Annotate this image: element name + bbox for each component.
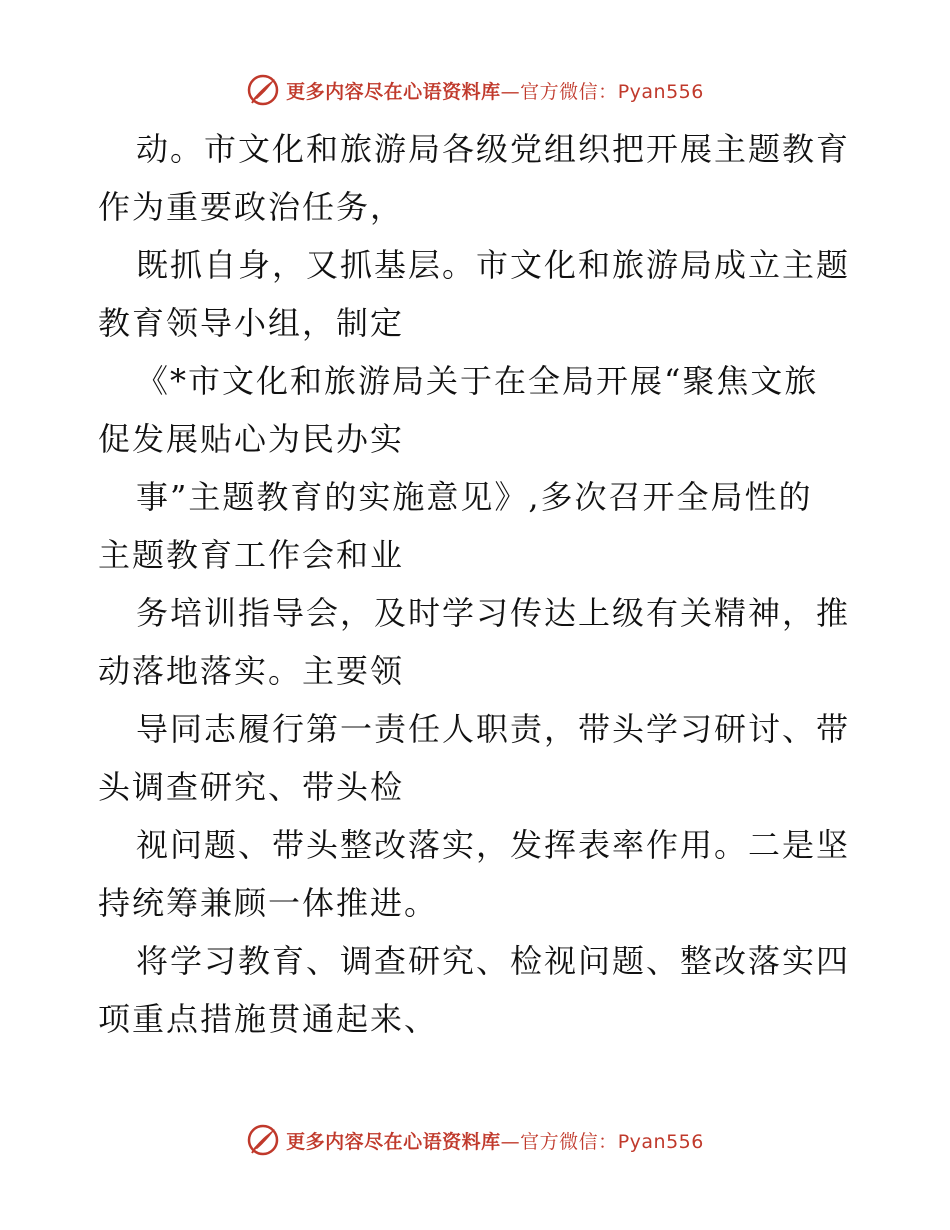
feather-pen-seal-icon [246,73,280,107]
paragraph [98,584,858,700]
paragraph-line: 《*市文化和旅游局关于在全局开展“聚焦文旅 [136,362,819,400]
paragraph-line: 持统筹兼顾一体推进。 [98,884,439,922]
footer-banner [0,1120,950,1160]
header-wechat-id: Pyan556 [617,80,704,103]
paragraph [98,120,858,236]
paragraph [98,700,858,816]
header-official-label: 官方微信： [520,80,618,103]
paragraph-line: 主题教育工作会和业 [98,536,405,574]
paragraph-line: 促发展贴心为民办实 [98,420,405,458]
paragraph-line: 将学习教育、调查研究、检视问题、整改落实四 [136,942,851,980]
paragraph-line: 动。市文化和旅游局各级党组织把开展主题教育 [136,130,851,168]
footer-official-label: 官方微信： [520,1130,618,1153]
footer-dash: — [500,1130,521,1153]
header-dash: — [500,80,521,103]
paragraph-line: 导同志履行第一责任人职责，带头学习研讨、带 [136,710,851,748]
footer-text [286,1127,704,1154]
paragraph [98,468,858,584]
footer-wechat-id: Pyan556 [617,1130,704,1153]
paragraph-line: 作为重要政治任务， [98,188,405,226]
header-slogan: 更多内容尽在心语资料库 [286,80,501,103]
paragraph [98,236,858,352]
feather-pen-seal-icon [246,1123,280,1157]
paragraph-line: 教育领导小组，制定 [98,304,405,342]
paragraph-line: 头调查研究、带头检 [98,768,405,806]
document-body [98,120,858,1048]
paragraph-line: 既抓自身，又抓基层。市文化和旅游局成立主题 [136,246,851,284]
paragraph-line: 项重点措施贯通起来、 [98,1000,439,1038]
paragraph-line: 务培训指导会，及时学习传达上级有关精神，推 [136,594,851,632]
header-banner [0,70,950,110]
footer-slogan: 更多内容尽在心语资料库 [286,1130,501,1153]
header-text [286,77,704,104]
paragraph-line: 视问题、带头整改落实，发挥表率作用。二是坚 [136,826,851,864]
paragraph [98,932,858,1048]
paragraph-line: 动落地落实。主要领 [98,652,405,690]
paragraph [98,816,858,932]
paragraph-line: 事”主题教育的实施意见》,多次召开全局性的 [136,478,813,516]
paragraph [98,352,858,468]
